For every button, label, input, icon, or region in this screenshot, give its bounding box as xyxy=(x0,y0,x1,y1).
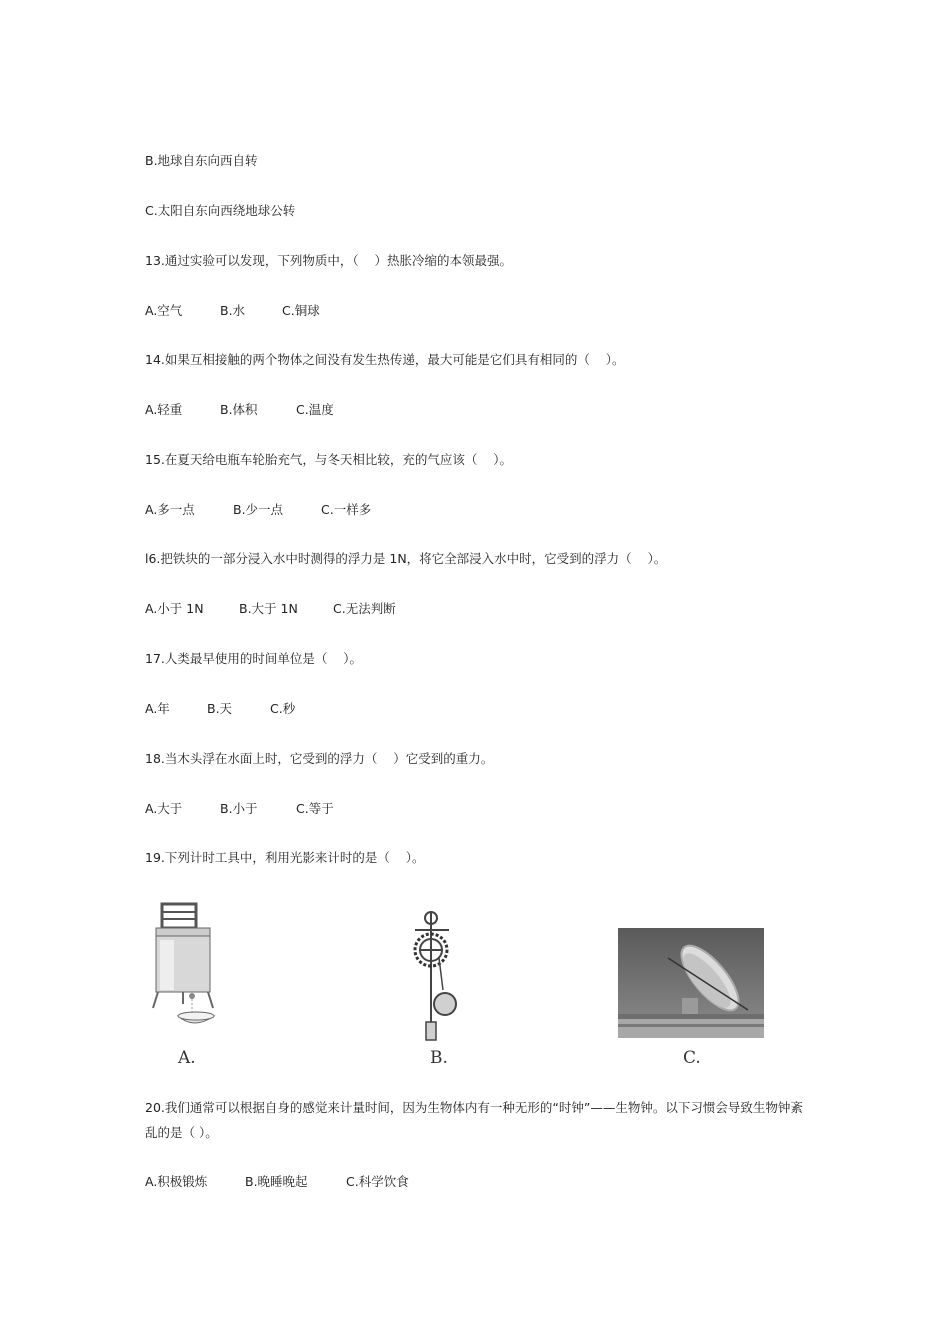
figure-c-caption: C. xyxy=(683,1048,701,1068)
q15-option-a: A.多一点 xyxy=(145,502,195,517)
water-clock-icon xyxy=(148,900,228,1045)
q17-option-b: B.天 xyxy=(207,701,233,716)
question-15: 15.在夏天给电瓶车轮胎充气，与冬天相比较，充的气应该（ ）。 xyxy=(145,452,513,467)
q14-option-c: C.温度 xyxy=(296,402,334,417)
option-c-sun-orbit: C.太阳自东向西绕地球公转 xyxy=(145,203,296,218)
q13-option-b: B.水 xyxy=(220,303,246,318)
question-17: 17.人类最早使用的时间单位是（ ）。 xyxy=(145,651,363,666)
figure-b-caption: B. xyxy=(430,1048,448,1068)
question-14: 14.如果互相接触的两个物体之间没有发生热传递，最大可能是它们具有相同的（ ）。 xyxy=(145,352,625,367)
question-18: 18.当木头浮在水面上时，它受到的浮力（ ）它受到的重力。 xyxy=(145,751,494,766)
q16-option-c: C.无法判断 xyxy=(333,601,396,616)
pendulum-clock-icon xyxy=(405,908,465,1048)
q18-option-a: A.大于 xyxy=(145,801,183,816)
question-16: l6.把铁块的一部分浸入水中时测得的浮力是 1N，将它全部浸入水中时，它受到的浮力（ ）。 xyxy=(145,551,667,566)
q16-option-b: B.大于 1N xyxy=(239,601,298,616)
q17-option-c: C.秒 xyxy=(270,701,296,716)
q13-option-a: A.空气 xyxy=(145,303,183,318)
q15-option-c: C.一样多 xyxy=(321,502,372,517)
q16-option-a: A.小于 1N xyxy=(145,601,204,616)
q14-option-b: B.体积 xyxy=(220,402,258,417)
option-b-earth-rotation: B.地球自东向西自转 xyxy=(145,153,258,168)
q18-option-c: C.等于 xyxy=(296,801,334,816)
question-20: 20.我们通常可以根据自身的感觉来计量时间，因为生物体内有一种无形的“时钟”——生物钟。以下习惯会导致生物钟紊乱的是（ ）。 xyxy=(145,1100,803,1140)
q20-option-c: C.科学饮食 xyxy=(346,1174,409,1189)
q17-option-a: A.年 xyxy=(145,701,170,716)
question-13: 13.通过实验可以发现，下列物质中，（ ）热胀冷缩的本领最强。 xyxy=(145,253,513,268)
q15-option-b: B.少一点 xyxy=(233,502,284,517)
q13-option-c: C.铜球 xyxy=(282,303,320,318)
q14-option-a: A.轻重 xyxy=(145,402,183,417)
question-19: 19.下列计时工具中，利用光影来计时的是（ ）。 xyxy=(145,850,425,865)
figure-a-caption: A. xyxy=(178,1048,196,1068)
q20-option-a: A.积极锻炼 xyxy=(145,1174,208,1189)
sundial-photo xyxy=(618,928,764,1038)
q18-option-b: B.小于 xyxy=(220,801,258,816)
q20-option-b: B.晚睡晚起 xyxy=(245,1174,308,1189)
